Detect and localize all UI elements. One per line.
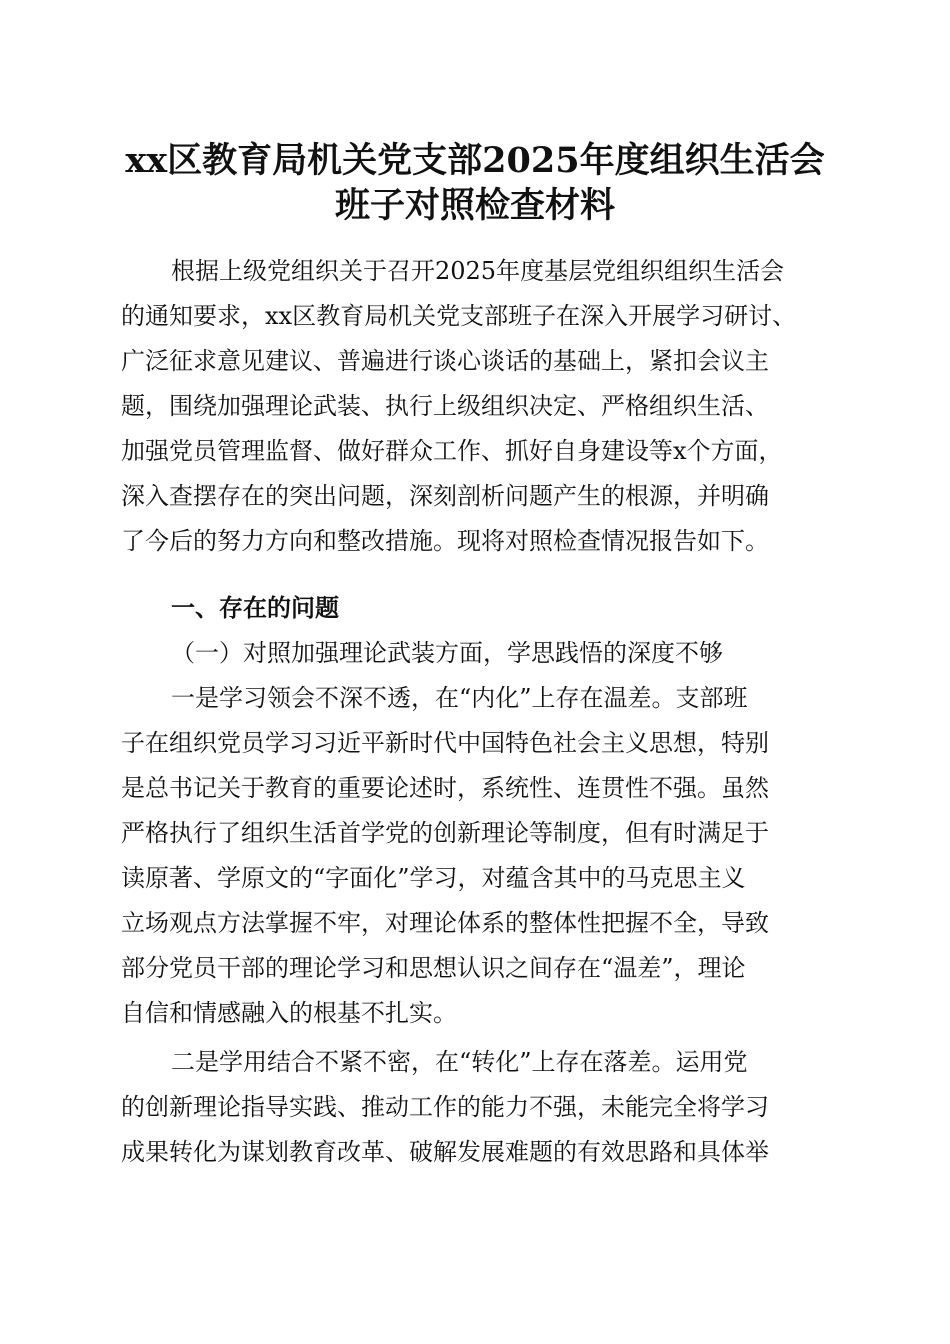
point-2-line: 二是学用结合不紧不密，在“转化”上存在落差。运用党 [171,1048,748,1076]
point-1-line: 读原著、学原文的“字面化”学习，对蕴含其中的马克思主义 [121,864,746,892]
point-1-line: 子在组织党员学习习近平新时代中国特色社会主义思想，特别 [121,729,769,757]
intro-line: 广泛征求意见建议、普遍进行谈心谈话的基础上，紧扣会议主 [121,347,769,375]
point-1-line: 是总书记关于教育的重要论述时，系统性、连贯性不强。虽然 [121,774,769,802]
point-1-line: 立场观点方法掌握不牢，对理论体系的整体性把握不全，导致 [121,909,769,937]
point-1-line: 部分党员干部的理论学习和思想认识之间存在“温差”，理论 [121,954,746,982]
intro-line: 题，围绕加强理论武装、执行上级组织决定、严格组织生活、 [121,392,769,420]
point-1-line: 严格执行了组织生活首学党的创新理论等制度，但有时满足于 [121,819,769,847]
document-title-line-1: xx区教育局机关党支部2025年度组织生活会 [125,140,825,181]
section-heading: 一、存在的问题 [171,593,339,622]
point-1-line: 自信和情感融入的根基不扎实。 [121,999,457,1027]
intro-line: 加强党员管理监督、做好群众工作、抓好自身建设等x个方面， [121,437,783,465]
intro-line: 深入查摆存在的突出问题，深刻剖析问题产生的根源，并明确 [121,482,769,510]
intro-line: 了今后的努力方向和整改措施。现将对照检查情况报告如下。 [121,527,769,555]
intro-line: 根据上级党组织关于召开2025年度基层党组织组织生活会 [171,257,785,285]
subsection-heading: （一）对照加强理论武装方面，学思践悟的深度不够 [171,639,723,667]
point-1-line: 一是学习领会不深不透，在“内化”上存在温差。支部班 [171,684,748,712]
intro-line: 的通知要求，xx区教育局机关党支部班子在深入开展学习研讨、 [121,302,797,330]
point-2-line: 的创新理论指导实践、推动工作的能力不强，未能完全将学习 [121,1093,769,1121]
document-title-line-2: 班子对照检查材料 [334,185,615,226]
point-2-line: 成果转化为谋划教育改革、破解发展难题的有效思路和具体举 [121,1138,769,1166]
